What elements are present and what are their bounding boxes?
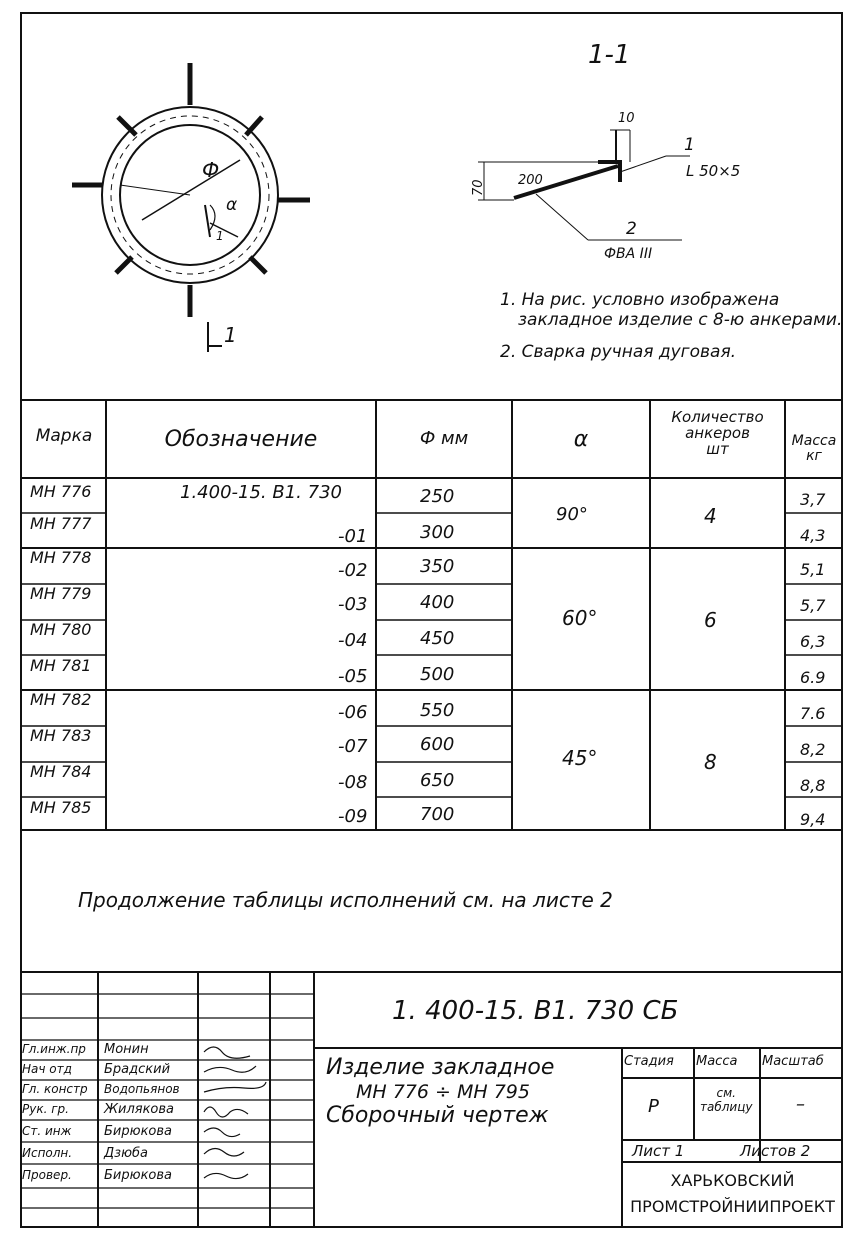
- sig-role-7: Провер.: [22, 1168, 72, 1182]
- row-mark: МН 784: [30, 762, 92, 781]
- mass-value-l1: см.: [716, 1086, 736, 1100]
- header-angle: α: [573, 427, 589, 452]
- group-anchors-8: 8: [704, 750, 717, 774]
- header-anchors-l1: Количество: [671, 408, 764, 426]
- header-mark: Марка: [35, 426, 93, 446]
- pos2-spec: ФBA III: [604, 246, 653, 262]
- sig-role-3: Гл. констр: [22, 1082, 88, 1096]
- sig-name-1: Монин: [104, 1042, 149, 1057]
- pos2-number: 2: [626, 219, 637, 239]
- row-mark: МН 776: [30, 482, 92, 501]
- header-anchors-l2: анкеров: [685, 423, 750, 442]
- organization-l1: ХАРЬКОВСКИЙ: [670, 1171, 795, 1190]
- row-mass: 9,4: [800, 810, 826, 829]
- group-anchors-4: 4: [704, 504, 717, 528]
- row-diameter: 650: [420, 770, 455, 791]
- sig-name-4: Жилякова: [104, 1102, 175, 1117]
- row-diameter: 400: [420, 592, 455, 613]
- continuation-note: Продолжение таблицы исполнений см. на листе 2: [78, 888, 613, 912]
- row-diameter: 700: [420, 804, 455, 825]
- sheet-total: Листов 2: [740, 1142, 811, 1160]
- organization: [622, 1168, 843, 1220]
- group-angle-45: 45°: [562, 746, 598, 770]
- row-mass: 5,7: [800, 596, 826, 615]
- scale-label: Масштаб: [762, 1054, 824, 1069]
- row-designation: 1.400-15. В1. 730: [180, 482, 342, 503]
- plan-leader-num: 1: [216, 229, 224, 243]
- sig-name-2: Брадский: [104, 1062, 171, 1077]
- note-line-1: 1. На рис. условно изображена: [500, 290, 780, 310]
- doc-code: 1. 400-15. В1. 730 СБ: [392, 996, 679, 1026]
- row-mark: МН 778: [30, 548, 92, 567]
- row-diameter: 300: [420, 522, 455, 543]
- row-designation: -01: [338, 526, 368, 547]
- header-designation: Обозначение: [164, 427, 318, 452]
- signature-scribbles: [204, 1047, 266, 1179]
- row-mark: МН 780: [30, 620, 92, 639]
- row-mark: МН 785: [30, 798, 92, 817]
- row-mass: 8,2: [800, 740, 826, 759]
- group-anchors-6: 6: [704, 608, 717, 632]
- stage-label: Стадия: [624, 1054, 674, 1069]
- pos1-spec: L 50×5: [686, 162, 741, 180]
- row-diameter: 250: [420, 486, 455, 507]
- row-designation: -07: [338, 736, 368, 757]
- mass-value: [700, 1086, 752, 1114]
- row-designation: -04: [338, 630, 368, 651]
- note-line-2: закладное изделие с 8-ю анкерами.: [518, 310, 843, 330]
- section-title: 1-1: [588, 40, 631, 70]
- sig-name-5: Бирюкова: [104, 1124, 172, 1139]
- row-mark: МН 779: [30, 584, 92, 603]
- sig-name-3: Водопьянов: [104, 1082, 180, 1096]
- row-designation: -08: [338, 772, 368, 793]
- section-marker-label: 1: [224, 323, 237, 347]
- group-angle-90: 90°: [556, 504, 588, 525]
- sig-name-7: Бирюкова: [104, 1168, 172, 1183]
- scale-value: –: [796, 1094, 805, 1115]
- row-mass: 3,7: [800, 490, 826, 509]
- drawing-title-l3: Сборочный чертеж: [326, 1103, 549, 1128]
- row-designation: -03: [338, 594, 368, 615]
- row-mark: МН 782: [30, 690, 92, 709]
- stage-value: Р: [648, 1096, 659, 1117]
- diameter-symbol: Ф: [202, 158, 220, 182]
- sheet-number: Лист 1: [632, 1142, 685, 1160]
- mass-value-l2: таблицу: [700, 1100, 753, 1114]
- dim-70: 70: [471, 179, 486, 196]
- pos1-number: 1: [684, 135, 695, 155]
- sig-role-5: Ст. инж: [22, 1124, 72, 1138]
- row-mark: МН 781: [30, 656, 92, 675]
- row-mass: 4,3: [800, 526, 826, 545]
- row-mark: МН 777: [30, 514, 92, 533]
- header-mass-l2: кг: [806, 447, 822, 464]
- dim-200: 200: [518, 173, 543, 188]
- drawing-title-l2: МН 776 ÷ МН 795: [356, 1081, 530, 1103]
- row-mass: 6.9: [800, 668, 826, 687]
- row-mass: 7.6: [800, 704, 826, 723]
- dim-10: 10: [618, 111, 635, 126]
- organization-l2: ПРОМСТРОЙНИИПРОЕКТ: [630, 1197, 835, 1216]
- header-diameter: Ф мм: [419, 428, 469, 449]
- row-diameter: 450: [420, 628, 455, 649]
- note-line-3: 2. Сварка ручная дуговая.: [500, 342, 737, 362]
- row-mass: 8,8: [800, 776, 826, 795]
- row-diameter: 500: [420, 664, 455, 685]
- row-diameter: 550: [420, 700, 455, 721]
- drawing-title: [326, 1056, 554, 1128]
- header-mass-l1: Масса: [791, 433, 837, 449]
- sig-role-1: Гл.инж.пр: [22, 1042, 86, 1056]
- row-mass: 6,3: [800, 632, 826, 651]
- sig-role-6: Исполн.: [22, 1146, 73, 1160]
- header-anchors-l3: шт: [706, 439, 729, 458]
- row-designation: -09: [338, 806, 368, 827]
- sig-role-2: Нач отд: [22, 1062, 72, 1076]
- sig-role-4: Рук. гр.: [22, 1102, 69, 1116]
- drawing-title-l1: Изделие закладное: [326, 1055, 555, 1080]
- sig-name-6: Дзюба: [104, 1146, 148, 1161]
- row-diameter: 350: [420, 556, 455, 577]
- row-designation: -02: [338, 560, 368, 581]
- angle-symbol: α: [226, 195, 238, 215]
- row-mark: МН 783: [30, 726, 92, 745]
- group-angle-60: 60°: [562, 606, 598, 630]
- row-diameter: 600: [420, 734, 455, 755]
- row-designation: -05: [338, 666, 368, 687]
- row-mass: 5,1: [800, 560, 826, 579]
- row-designation: -06: [338, 702, 368, 723]
- mass-label: Масса: [696, 1054, 738, 1069]
